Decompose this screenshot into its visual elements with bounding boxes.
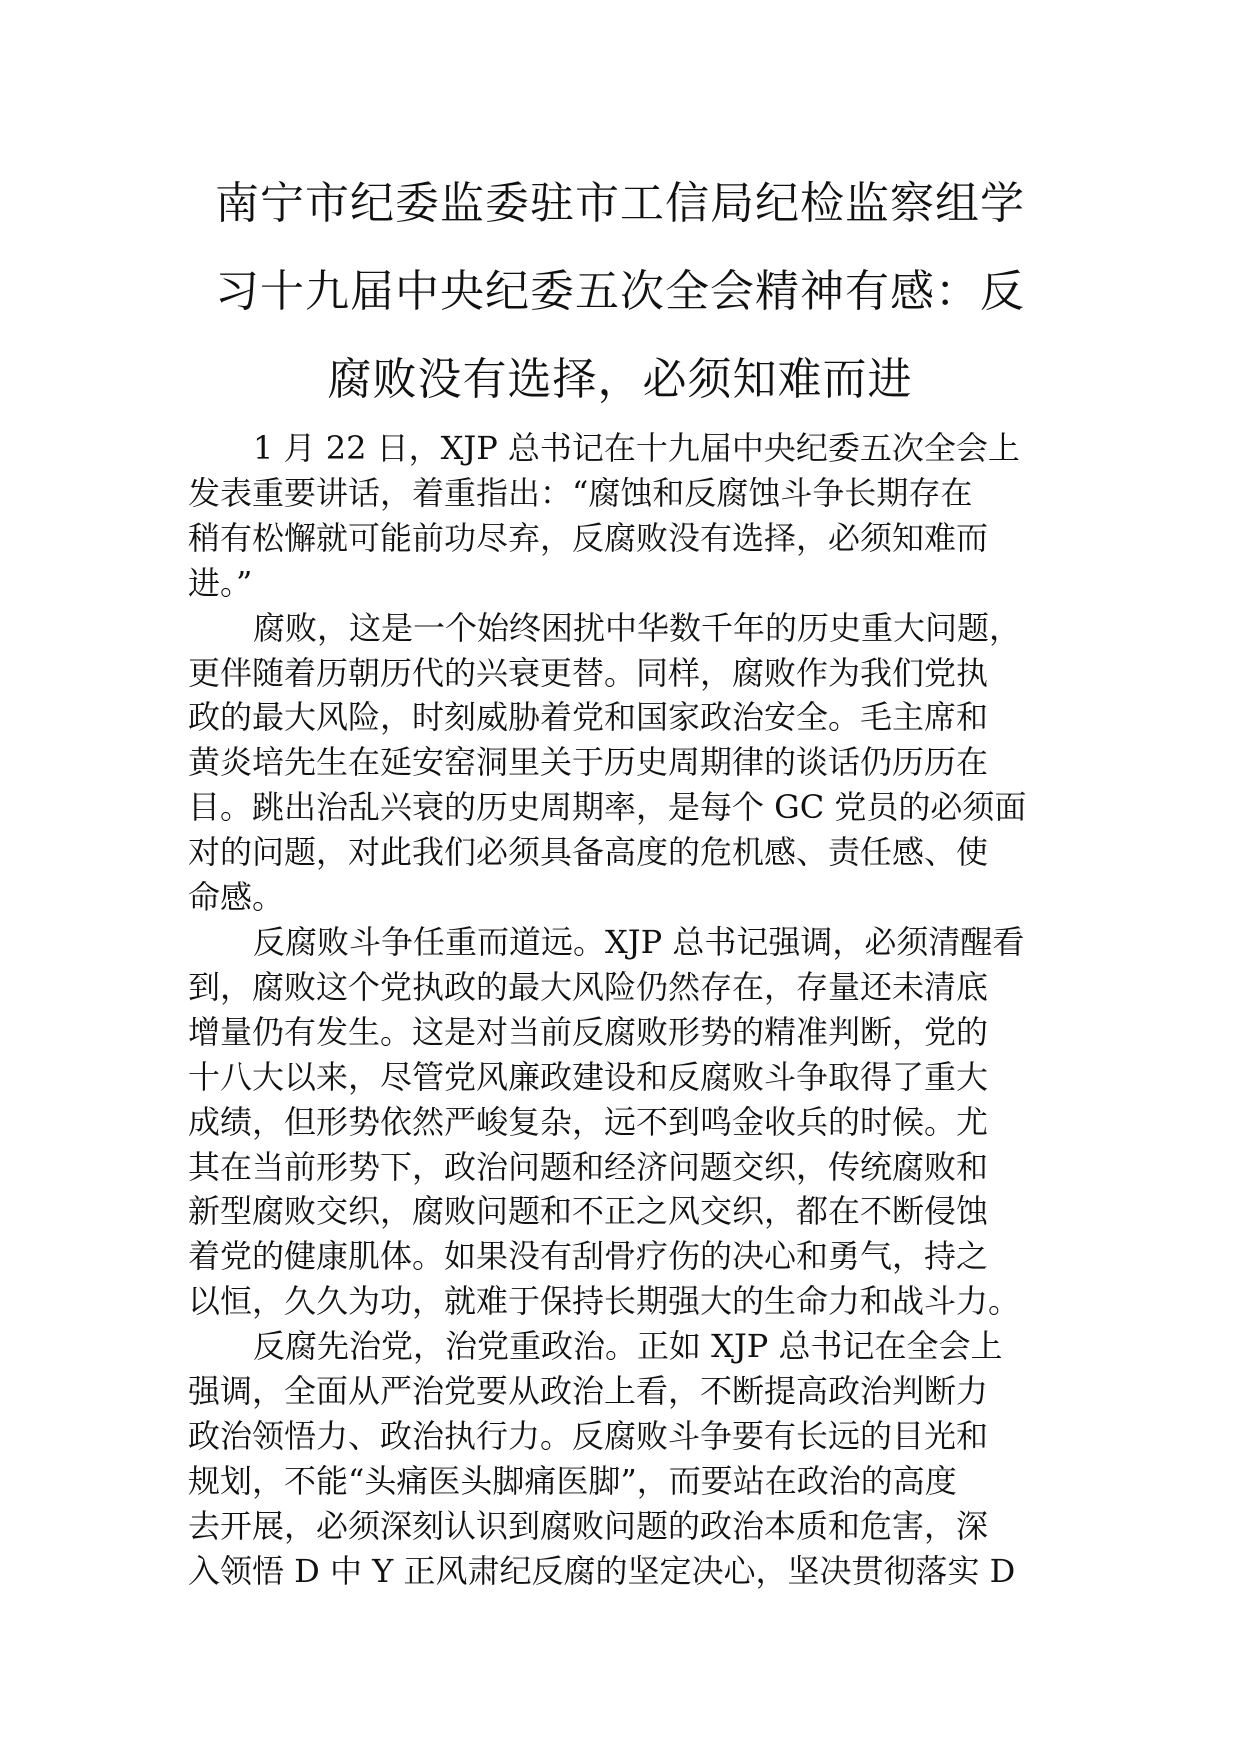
text-line: 目。跳出治乱兴衰的历史周期率，是每个 GC 党员的必须面: [188, 788, 1027, 827]
text-line: 政治领悟力、政治执行力。反腐败斗争要有长远的目光和: [188, 1416, 989, 1455]
text-line: 更伴随着历朝历代的兴衰更替。同样，腐败作为我们党执: [188, 653, 989, 692]
text-line: 强调，全面从严治党要从政治上看，不断提高政治判断力: [188, 1372, 989, 1411]
title-line: 习十九届中央纪委五次全会精神有感：反: [215, 266, 1025, 317]
text-line: 去开展，必须深刻认识到腐败问题的政治本质和危害，深: [188, 1506, 989, 1545]
text-line: 稍有松懈就可能前功尽弃，反腐败没有选择，必须知难而: [188, 518, 989, 557]
paragraph-2: [188, 606, 1058, 920]
text-line: 增量仍有发生。这是对当前反腐败形势的精准判断，党的: [188, 1012, 989, 1051]
text-line: 以恒，久久为功，就难于保持长期强大的生命力和战斗力。: [188, 1282, 1021, 1321]
text-line: 十八大以来，尽管党风廉政建设和反腐败斗争取得了重大: [188, 1057, 989, 1096]
text-line: 新型腐败交织，腐败问题和不正之风交织，都在不断侵蚀: [188, 1192, 989, 1231]
text-line: 其在当前形势下，政治问题和经济问题交织，传统腐败和: [188, 1147, 989, 1186]
document-body: [188, 426, 1058, 1594]
text-line: 到，腐败这个党执政的最大风险仍然存在，存量还未清底: [188, 967, 989, 1006]
paragraph-1: [188, 426, 1058, 606]
paragraph-3: [188, 920, 1058, 1324]
text-line: 黄炎培先生在延安窑洞里关于历史周期律的谈话仍历历在: [188, 743, 989, 782]
text-line: 命感。: [188, 878, 285, 917]
text-line: 反腐先治党，治党重政治。正如 XJP 总书记在全会上: [253, 1327, 1003, 1366]
title-line: 南宁市纪委监委驻市工信局纪检监察组学: [215, 178, 1025, 229]
title-line: 腐败没有选择，必须知难而进: [327, 354, 913, 405]
text-line: 对的问题，对此我们必须具备高度的危机感、责任感、使: [188, 833, 989, 872]
text-line: 进。”: [188, 563, 253, 602]
text-line: 腐败，这是一个始终困扰中华数千年的历史重大问题，: [253, 608, 1022, 647]
text-line: 政的最大风险，时刻威胁着党和国家政治安全。毛主席和: [188, 698, 989, 737]
paragraph-4: [188, 1324, 1058, 1593]
text-line: 1 月 22 日，XJP 总书记在十九届中央纪委五次全会上: [253, 429, 1020, 467]
text-line: 发表重要讲话，着重指出：“腐蚀和反腐蚀斗争长期存在: [188, 473, 973, 512]
text-line: 入领悟 D 中 Y 正风肃纪反腐的坚定决心，坚决贯彻落实 D: [188, 1551, 1016, 1590]
document-title: [150, 160, 1090, 424]
text-line: 反腐败斗争任重而道远。XJP 总书记强调，必须清醒看: [253, 922, 1025, 961]
text-line: 着党的健康肌体。如果没有刮骨疗伤的决心和勇气，持之: [188, 1237, 989, 1276]
text-line: 规划，不能“头痛医头脚痛医脚”，而要站在政治的高度: [188, 1461, 957, 1500]
text-line: 成绩，但形势依然严峻复杂，远不到鸣金收兵的时候。尤: [188, 1102, 989, 1141]
